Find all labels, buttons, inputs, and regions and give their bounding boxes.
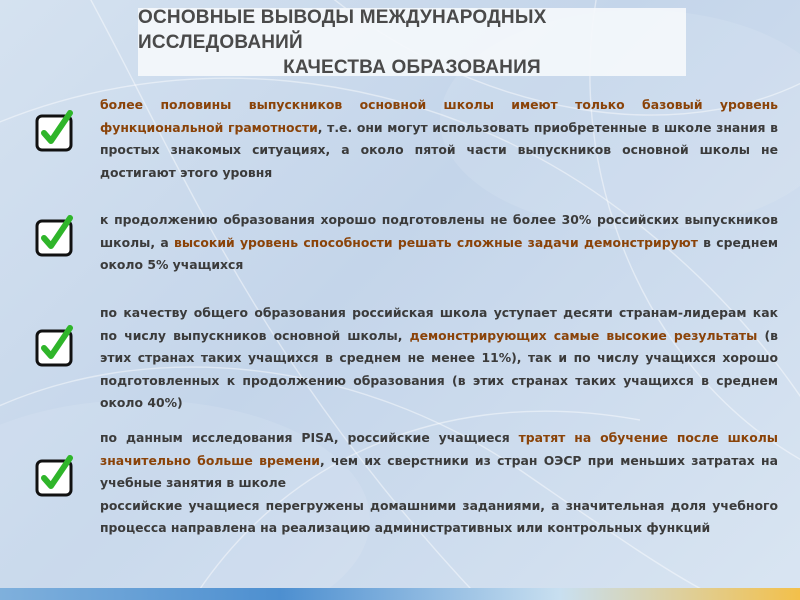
list-item-3-text: [100, 302, 778, 415]
checkmark-icon: [34, 454, 76, 500]
list-item-4-text: [100, 427, 778, 540]
list-item-2-text: [100, 209, 778, 277]
list-item-2-body-a: к продолжению образования хорошо подготовлены не более 30% российских выпускников школы, а: [100, 212, 778, 250]
list-item-1-highlight: более половины выпускников основной школы имеют только базовый уровень функциональной грамотности: [100, 97, 778, 135]
list-item-2-body-b: в среднем около 5% учащихся: [100, 234, 779, 273]
list-item-2-highlight: высокий уровень способности решать сложные задачи демонстрируют: [174, 234, 698, 250]
checkmark-icon: [34, 109, 76, 155]
list-item-3-body-a: по качеству общего образования российская школа уступает десяти странам-лидерам как по числу выпускников основной школы,: [100, 305, 778, 343]
checkmark-icon: [34, 214, 76, 260]
list-item-4-body-c: российские учащиеся перегружены домашними заданиями, а значительная доля учебного процесса направлена на реализацию административных или контрольных функций: [100, 497, 778, 536]
list-item-3-body-b: (в этих странах таких учащихся в среднем не менее 11%), так и по числу учащихся хорошо подготовленных к продолжению образования (в этих странах таких учащихся в среднем около 40%): [100, 327, 778, 411]
bottom-decorative-bar: [0, 588, 800, 600]
page-title-line-1: ОСНОВНЫЕ ВЫВОДЫ МЕЖДУНАРОДНЫХ ИССЛЕДОВАНИЙ: [138, 6, 547, 53]
list-item-3-highlight: демонстрирующих самые высокие результаты: [409, 327, 758, 343]
list-item-4-body-a: по данным исследования PISA, российские учащиеся: [100, 430, 519, 445]
list-item-4-body-b: , чем их сверстники из стран ОЭСР при меньших затратах на учебные занятия в школе: [100, 452, 778, 491]
page-title-line-2: КАЧЕСТВА ОБРАЗОВАНИЯ: [283, 56, 541, 78]
checkmark-icon: [34, 324, 76, 370]
list-item-1-body: , т.е. они могут использовать приобретенные в школе знания в простых знакомых ситуациях, а около пятой части выпускников основной школы не достигают этого уровня: [100, 119, 779, 180]
list-item-4-highlight: тратят на обучение после школы значительно больше времени: [100, 430, 779, 468]
title-box: [138, 8, 686, 76]
list-item-1-text: [100, 94, 778, 184]
